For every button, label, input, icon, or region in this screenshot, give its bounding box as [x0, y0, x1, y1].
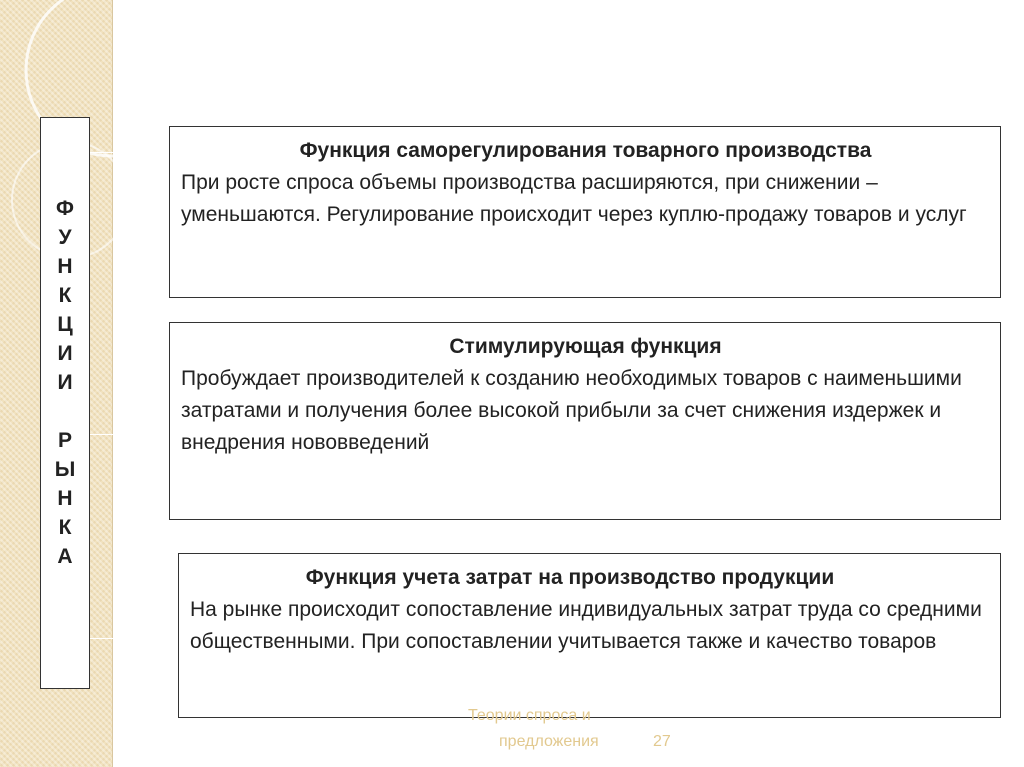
function-title: Стимулирующая функция [449, 335, 722, 358]
function-box-cost-accounting [178, 553, 1001, 718]
vertical-letter-space [41, 397, 89, 426]
function-title: Функция учета затрат на производство продукции [305, 566, 835, 589]
footer-text: Теории спроса и [468, 707, 591, 724]
vertical-letter: Н [57, 487, 73, 510]
vertical-letter: Ф [56, 197, 74, 220]
vertical-letter: К [58, 284, 72, 307]
vertical-letter: Ы [54, 458, 76, 481]
function-description: Пробуждает производителей к созданию необходимых товаров с наименьшими затратами и получения более высокой прибыли за счет снижения издержек и внедрения нововведений [181, 367, 962, 454]
vertical-letter: Н [57, 255, 73, 278]
vertical-letter: И [57, 342, 73, 365]
vertical-letter: К [58, 516, 72, 539]
function-description: При росте спроса объемы производства расширяются, при снижении – уменьшаются. Регулирование происходит через куплю-продажу товаров и услуг [181, 171, 967, 226]
vertical-letter: Ц [57, 313, 73, 336]
page-number: 27 [653, 733, 671, 750]
connector-line [90, 152, 169, 153]
footer-text: предложения [499, 733, 599, 750]
function-box-self-regulation [169, 126, 1001, 298]
function-description: На рынке происходит сопоставление индивидуальных затрат труда со средними общественными. При сопоставлении учитывается также и качество товаров [190, 598, 982, 653]
connector-line [90, 638, 178, 639]
vertical-letter: У [58, 226, 72, 249]
market-functions-vertical-label [40, 117, 90, 689]
function-box-stimulating [169, 322, 1001, 520]
connector-line [90, 434, 169, 435]
vertical-letter: Р [57, 429, 72, 452]
vertical-letter: И [57, 371, 73, 394]
function-title: Функция саморегулирования товарного производства [299, 139, 872, 162]
vertical-letter: А [57, 545, 73, 568]
vertical-title [41, 194, 89, 571]
